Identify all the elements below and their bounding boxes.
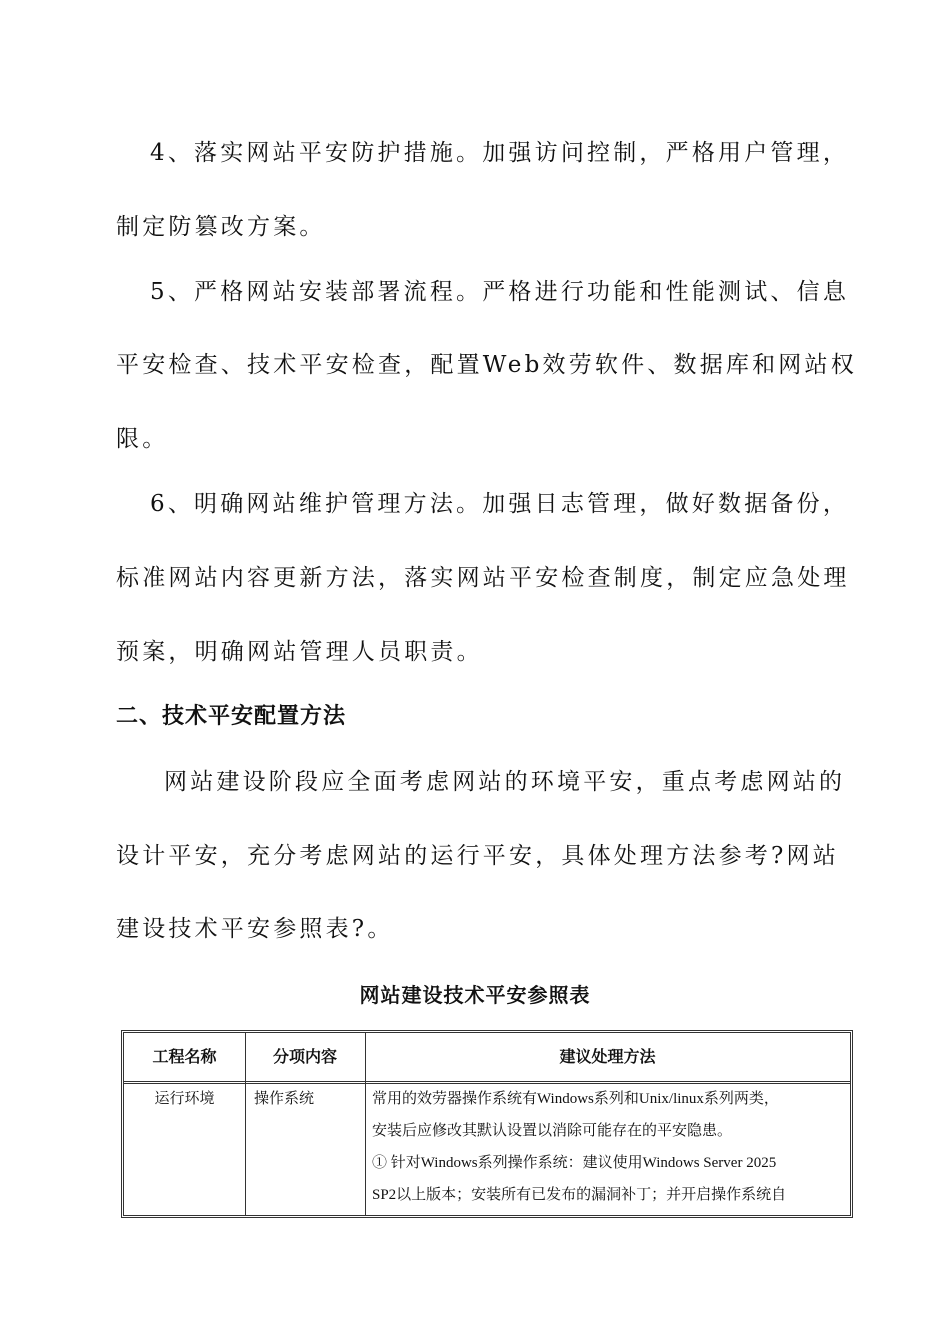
intro-line-2: 设计平安，充分考虑网站的运行平安，具体处理方法参考?网站 (116, 843, 839, 869)
table-header-project: 工程名称 (152, 1047, 217, 1066)
table-title: 网站建设技术平安参照表 (359, 983, 591, 1007)
paragraph-5-line-3: 限。 (116, 426, 169, 452)
intro-line-3: 建设技术平安参照表?。 (116, 916, 394, 942)
table-header-item: 分项内容 (272, 1047, 337, 1066)
table-header-method: 建议处理方法 (559, 1047, 656, 1066)
section-heading: 二、技术平安配置方法 (116, 704, 347, 729)
method-line: SP2以上版本；安装所有已发布的漏洞补丁；并开启操作系统自 (372, 1187, 787, 1203)
paragraph-6-line-3: 预案，明确网站管理人员职责。 (116, 639, 483, 665)
paragraph-6-line-2: 标准网站内容更新方法，落实网站平安检查制度，制定应急处理 (116, 565, 850, 591)
table-cell-item: 操作系统 (254, 1091, 315, 1107)
intro-line-1: 网站建设阶段应全面考虑网站的环境平安，重点考虑网站的 (164, 769, 846, 795)
table-cell-project: 运行环境 (154, 1091, 215, 1107)
method-line: 安装后应修改其默认设置以消除可能存在的平安隐患。 (372, 1123, 733, 1139)
paragraph-4-line-2: 制定防篡改方案。 (116, 214, 326, 240)
reference-table (121, 1030, 853, 1218)
paragraph-5-line-2: 平安检查、技术平安检查，配置Web效劳软件、数据库和网站权 (116, 352, 857, 378)
table-cell-method (372, 1083, 850, 1211)
paragraph-5-line-1: 5、严格网站安装部署流程。严格进行功能和性能测试、信息 (150, 279, 850, 305)
method-line: 常用的效劳器操作系统有Windows系列和Unix/linux系列两类， (372, 1091, 779, 1107)
paragraph-4-line-1: 4、落实网站平安防护措施。加强访问控制，严格用户管理， (150, 140, 850, 166)
paragraph-6-line-1: 6、明确网站维护管理方法。加强日志管理，做好数据备份， (150, 491, 850, 517)
method-line: ① 针对Windows系列操作系统：建议使用Windows Server 2025 (372, 1155, 777, 1171)
